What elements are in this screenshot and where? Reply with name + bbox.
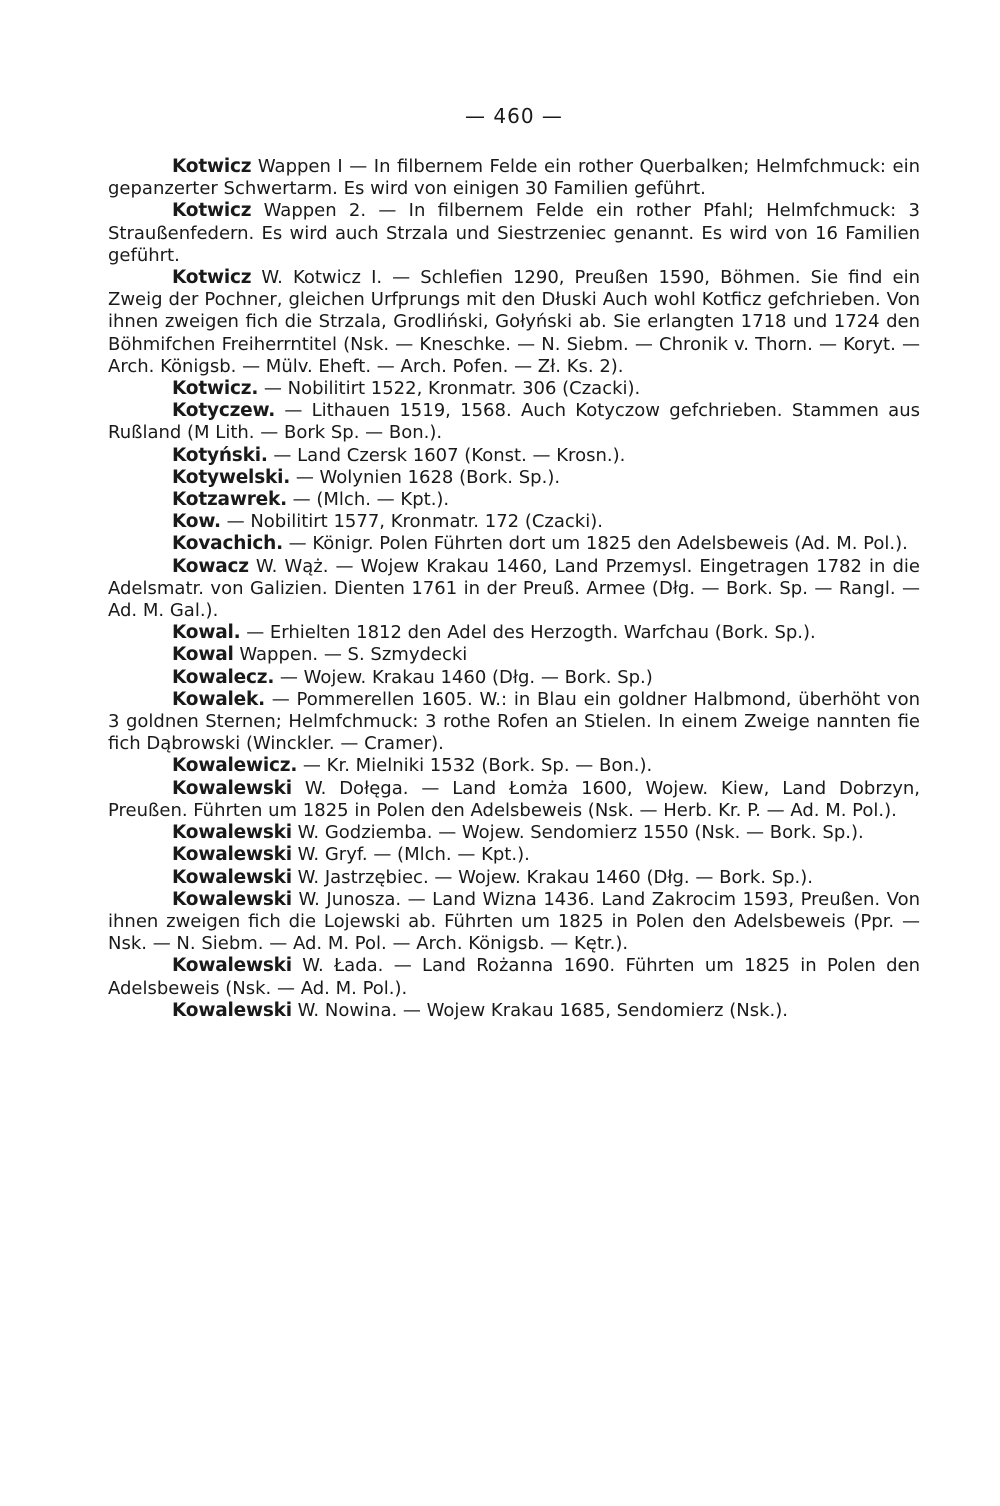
entry-headword: Kowalewski bbox=[172, 777, 292, 799]
entry-text: W. Godziemba. — Wojew. Sendomierz 1550 (Nsk. — Bork. Sp.). bbox=[297, 822, 864, 844]
document-page bbox=[108, 96, 920, 1022]
entry bbox=[108, 1000, 920, 1022]
entry-list bbox=[108, 156, 920, 1022]
entry-headword: Kotwicz bbox=[172, 200, 252, 222]
entry-text: Wappen I — In filbernem Felde ein rother Querbalken; Helmfchmuck: ein gepanzerter Schwertarm. Es wird von einigen 30 Familien geführt. bbox=[108, 156, 920, 200]
entry-headword: Kowalewski bbox=[172, 888, 292, 910]
entry-text: W. Gryf. — (Mlch. — Kpt.). bbox=[297, 844, 530, 866]
entry bbox=[108, 556, 920, 623]
entry-headword: Kotwicz. bbox=[172, 378, 259, 400]
entry-text: — Wolynien 1628 (Bork. Sp.). bbox=[295, 466, 561, 488]
entry-text: W. Nowina. — Wojew Krakau 1685, Sendomierz (Nsk.). bbox=[297, 999, 788, 1021]
entry-headword: Kotwicz bbox=[172, 267, 252, 289]
entry-headword: Kowalewicz. bbox=[172, 755, 298, 777]
entry-text: — Nobilitirt 1522, Kronmatr. 306 (Czacki). bbox=[263, 378, 641, 400]
entry-headword: Kotzawrek. bbox=[172, 489, 287, 511]
entry-headword: Kowalewski bbox=[172, 955, 292, 977]
entry-text: W. Jastrzębiec. — Wojew. Krakau 1460 (Dłg. — Bork. Sp.). bbox=[297, 866, 814, 888]
entry bbox=[108, 644, 920, 666]
entry bbox=[108, 822, 920, 844]
entry-headword: Kowalecz. bbox=[172, 666, 275, 688]
entry bbox=[108, 400, 920, 444]
entry bbox=[108, 844, 920, 866]
entry-headword: Kotyński. bbox=[172, 444, 268, 466]
entry bbox=[108, 445, 920, 467]
entry-headword: Kowal. bbox=[172, 622, 241, 644]
page-number: — 460 — bbox=[465, 104, 563, 128]
entry-text: — (Mlch. — Kpt.). bbox=[292, 489, 450, 511]
entry bbox=[108, 667, 920, 689]
entry-text: — Lithauen 1519, 1568. Auch Kotyczow gefchrieben. Stammen aus Rußland (M Lith. — Bork Sp. — Bon.). bbox=[108, 400, 920, 444]
entry-headword: Kovachich. bbox=[172, 533, 283, 555]
entry bbox=[108, 489, 920, 511]
entry-headword: Kowal bbox=[172, 644, 234, 666]
entry bbox=[108, 755, 920, 777]
entry bbox=[108, 689, 920, 756]
entry bbox=[108, 511, 920, 533]
entry-text: W. Łada. — Land Rożanna 1690. Führten um 1825 in Polen den Adelsbeweis (Nsk. — Ad. M. Pol.). bbox=[108, 955, 920, 999]
entry-headword: Kowalek. bbox=[172, 688, 265, 710]
entry bbox=[108, 778, 920, 822]
entry-headword: Kowalewski bbox=[172, 866, 292, 888]
entry-text: W. Dołęga. — Land Łomża 1600, Wojew. Kiew, Land Dobrzyn, Preußen. Führten um 1825 in Polen den Adelsbeweis (Nsk. — Herb. Kr. P. — Ad. M. Pol.). bbox=[108, 777, 920, 821]
entry-text: — Erhielten 1812 den Adel des Herzogth. Warfchau (Bork. Sp.). bbox=[246, 622, 816, 644]
entry-headword: Kotywelski. bbox=[172, 466, 291, 488]
entry bbox=[108, 955, 920, 999]
entry-headword: Kowalewski bbox=[172, 822, 292, 844]
entry-headword: Kotyczew. bbox=[172, 400, 276, 422]
entry bbox=[108, 378, 920, 400]
entry-text: — Kr. Mielniki 1532 (Bork. Sp. — Bon.). bbox=[302, 755, 653, 777]
entry-text: — Wojew. Krakau 1460 (Dłg. — Bork. Sp.) bbox=[279, 666, 653, 688]
entry bbox=[108, 622, 920, 644]
entry bbox=[108, 889, 920, 956]
entry-text: — Land Czersk 1607 (Konst. — Krosn.). bbox=[273, 444, 626, 466]
entry-text: Wappen. — S. Szmydecki bbox=[239, 644, 468, 666]
entry-text: — Nobilitirt 1577, Kronmatr. 172 (Czacki). bbox=[226, 511, 603, 533]
entry-headword: Kow. bbox=[172, 511, 221, 533]
entry-headword: Kotwicz bbox=[172, 156, 252, 177]
entry-headword: Kowacz bbox=[172, 555, 249, 577]
entry-text: W. Wąż. — Wojew Krakau 1460, Land Przemysl. Eingetragen 1782 in die Adelsmatr. von Galizien. Dienten 1761 in der Preuß. Armee (Dłg. — Bork. Sp. — Rangl. — Ad. M. Gal.). bbox=[108, 555, 920, 622]
entry bbox=[108, 200, 920, 267]
entry bbox=[108, 467, 920, 489]
entry-headword: Kowalewski bbox=[172, 999, 292, 1021]
entry bbox=[108, 867, 920, 889]
entry-text: W. Junosza. — Land Wizna 1436. Land Zakrocim 1593, Preußen. Von ihnen zweigen fich die Lojewski ab. Führten um 1825 in Polen den Adelsbeweis (Ppr. — Nsk. — N. Siebm. — Ad. M. Pol. — Arch. Königsb. — Kętr.). bbox=[108, 888, 920, 955]
entry-text: W. Kotwicz I. — Schlefien 1290, Preußen 1590, Böhmen. Sie find ein Zweig der Pochner, gleichen Urfprungs mit den Dłuski Auch wohl Kotficz gefchrieben. Von ihnen zweigen fich die Strzala, Grodliński, Gołyński ab. Sie erlangten 1718 und 1724 den Böhmifchen Freiherrntitel (Nsk. — Kneschke. — N. Siebm. — Chronik v. Thorn. — Koryt. — Arch. Königsb. — Mülv. Eheft. — Arch. Pofen. — Zł. Ks. 2). bbox=[108, 267, 920, 377]
entry-text: — Pommerellen 1605. W.: in Blau ein goldner Halbmond, überhöht von 3 goldnen Sternen; Helmfchmuck: 3 rothe Rofen an Stielen. In einem Zweige nannten fie fich Dąbrowski (Winckler. — Cramer). bbox=[108, 688, 920, 755]
entry-headword: Kowalewski bbox=[172, 844, 292, 866]
entry-text: — Königr. Polen Führten dort um 1825 den Adelsbeweis (Ad. M. Pol.). bbox=[288, 533, 908, 555]
entry-text: Wappen 2. — In filbernem Felde ein rother Pfahl; Helmfchmuck: 3 Straußenfedern. Es wird auch Strzala und Siestrzeniec genannt. Es wird von 16 Familien geführt. bbox=[108, 200, 920, 266]
entry bbox=[108, 533, 920, 555]
entry bbox=[108, 267, 920, 378]
entry bbox=[108, 156, 920, 200]
